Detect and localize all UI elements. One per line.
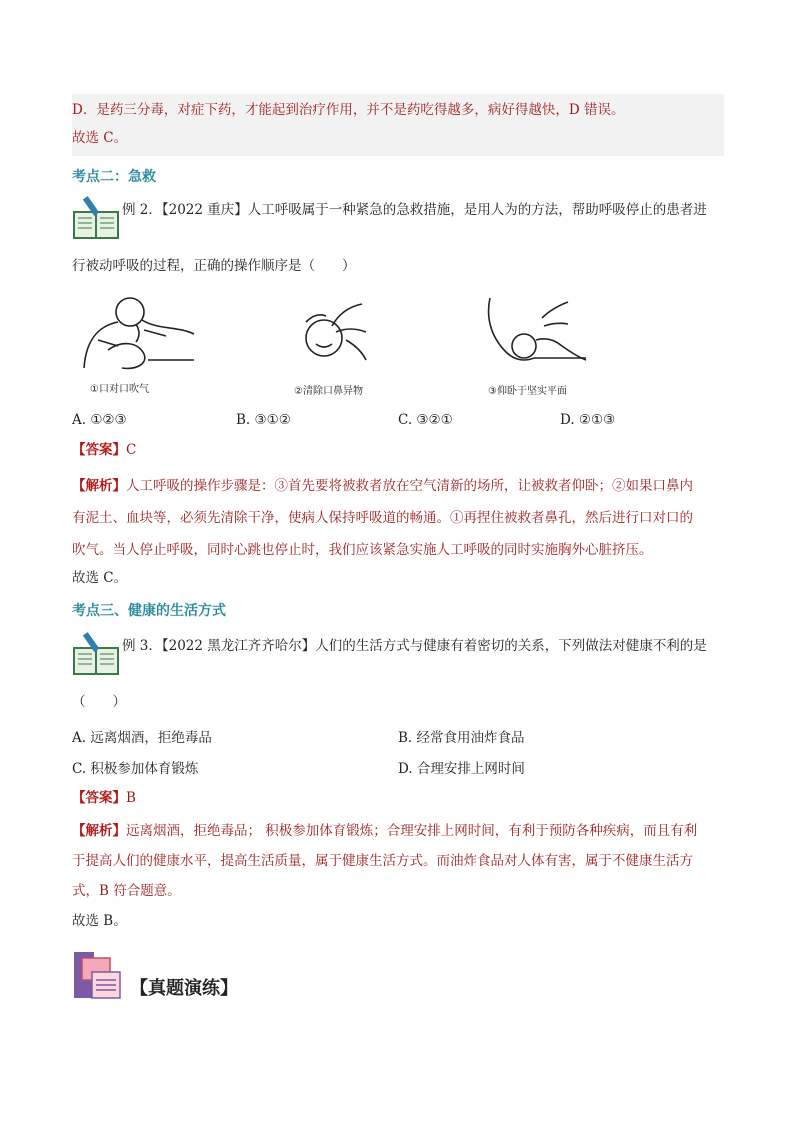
answer-line [72,782,136,814]
analysis-line2: 有泥土、血块等，必须先清除干净，使病人保持呼吸道的畅通。①再捏住被救者鼻孔，然后进行口对口的 [72,510,693,526]
section-heading: 考点二：急救 [72,169,156,185]
section-title: 【真题演练】 [130,978,238,999]
analysis-text-1: 远离烟酒，拒绝毒品； 积极参加体育锻炼；合理安排上网时间，有利于预防各种疾病，而且有利 [126,823,698,839]
analysis-text-1: 人工呼吸的操作步骤是：③首先要将被救者放在空气清新的场所，让被救者仰卧；②如果口鼻内 [126,478,693,494]
book-pencil-icon [72,632,120,676]
answer-value: B [126,790,136,806]
option-b: B. 经常食用油炸食品 [398,730,525,746]
book-pencil-icon [72,196,120,240]
analysis-tag: 【解析】 [72,478,126,494]
option-d-explanation: D．是药三分毒，对症下药，才能起到治疗作用，并不是药吃得越多，病好得越快，D 错误。 [72,102,625,118]
figure-caption-3: ③仰卧于坚实平面 [488,386,567,397]
choose-line: 故选 C。 [72,130,128,146]
section-heading: 考点三、健康的生活方式 [72,603,226,619]
answer-line [72,434,136,466]
option-b: B. ③①② [236,412,291,428]
analysis-line3: 吹气。当人停止呼吸，同时心跳也停止时，我们应该紧急实施人工呼吸的同时实施胸外心脏挤压。 [72,542,653,558]
option-d: D. ②①③ [560,412,616,428]
answer-value: C [126,442,137,458]
previous-answer-block [72,94,724,156]
example-3-question-line2: （ ） [72,694,126,710]
option-c: C. 积极参加体育锻炼 [72,761,199,777]
choose-line: 故选 B。 [72,913,127,929]
analysis-tag: 【解析】 [72,823,126,839]
option-a: A. 远离烟酒，拒绝毒品 [72,730,212,746]
analysis-line1 [72,470,693,502]
figure-lie-flat [484,296,588,372]
example-2-question-line1: 例 2．【2022 重庆】人工呼吸属于一种紧急的急救措施，是用人为的方法，帮助呼吸停止的患者进 [122,202,707,218]
figure-caption-2: ②清除口鼻异物 [294,386,363,397]
analysis-line2: 于提高人们的健康水平，提高生活质量，属于健康生活方式。而油炸食品对人体有害，属于不健康生活方 [72,853,693,869]
analysis-line1 [72,815,697,847]
option-a: A. ①②③ [72,412,127,428]
option-c: C. ③②① [398,412,453,428]
example-3-question-line1: 例 3．【2022 黑龙江齐齐哈尔】人们的生活方式与健康有着密切的关系，下列做法对健康不利的是 [122,638,707,654]
document-stack-icon [72,950,124,1002]
answer-tag: 【答案】 [72,790,126,806]
figure-mouth-to-mouth [78,290,196,372]
figure-clear-airway [296,296,376,366]
analysis-line3: 式，B 符合题意。 [72,883,181,899]
choose-line: 故选 C。 [72,570,128,586]
answer-tag: 【答案】 [72,442,126,458]
option-d: D. 合理安排上网时间 [398,761,525,777]
figure-caption-1: ①口对口吹气 [90,384,149,395]
example-2-question-line2: 行被动呼吸的过程，正确的操作顺序是（ ） [72,258,356,274]
